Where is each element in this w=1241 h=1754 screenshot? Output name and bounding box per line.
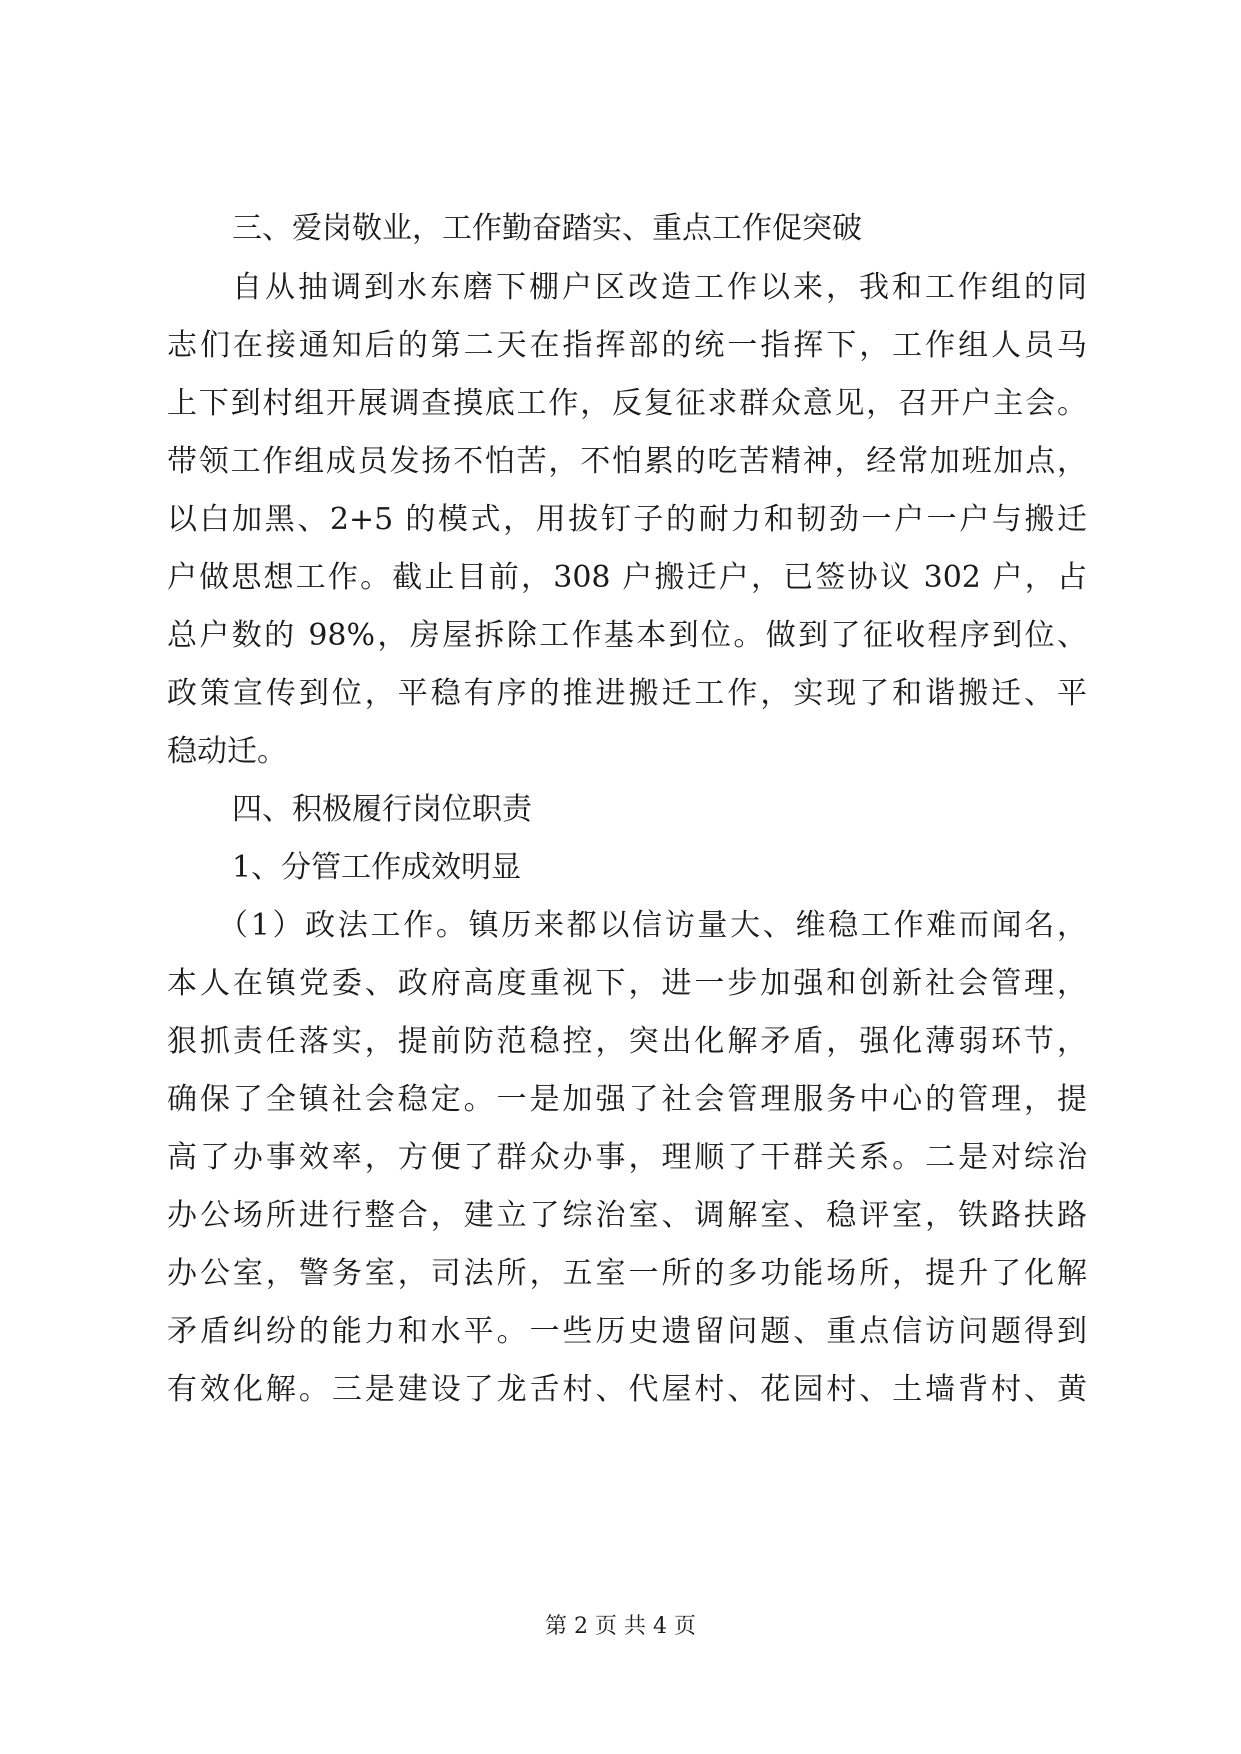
paragraph-line: 总户数的 98%，房屋拆除工作基本到位。做到了征收程序到位、 (167, 618, 1087, 653)
paragraph-line: 矛盾纠纷的能力和水平。一些历史遗留问题、重点信访问题得到 (167, 1314, 1087, 1349)
paragraph-line: 自从抽调到水东磨下棚户区改造工作以来，我和工作组的同 (232, 270, 1087, 305)
paragraph-line: 狠抓责任落实，提前防范稳控，突出化解矛盾，强化薄弱环节， (167, 1024, 1087, 1059)
paragraph-line: 稳动迁。 (167, 734, 287, 769)
page-number-footer: 第 2 页 共 4 页 (545, 1614, 696, 1639)
paragraph-line: 带领工作组成员发扬不怕苦，不怕累的吃苦精神，经常加班加点， (167, 444, 1087, 479)
subsection-heading: 1、分管工作成效明显 (232, 850, 522, 885)
paragraph-line: 志们在接通知后的第二天在指挥部的统一指挥下，工作组人员马 (167, 328, 1087, 363)
paragraph-line: 本人在镇党委、政府高度重视下，进一步加强和创新社会管理， (167, 966, 1087, 1001)
paragraph-line: 确保了全镇社会稳定。一是加强了社会管理服务中心的管理，提 (167, 1082, 1087, 1117)
paragraph-line: 高了办事效率，方便了群众办事，理顺了干群关系。二是对综治 (167, 1140, 1087, 1175)
paragraph-line: 户做思想工作。截止目前，308 户搬迁户，已签协议 302 户，占 (167, 560, 1087, 595)
section-3-heading: 三、爱岗敬业，工作勤奋踏实、重点工作促突破 (232, 211, 862, 246)
section-4-heading: 四、积极履行岗位职责 (232, 792, 532, 827)
paragraph-line: 办公室，警务室，司法所，五室一所的多功能场所，提升了化解 (167, 1256, 1087, 1291)
paragraph-line: （1）政法工作。镇历来都以信访量大、维稳工作难而闻名， (218, 908, 1087, 943)
paragraph-line: 以白加黑、2+5 的模式，用拔钉子的耐力和韧劲一户一户与搬迁 (167, 502, 1087, 537)
paragraph-line: 有效化解。三是建设了龙舌村、代屋村、花园村、土墙背村、黄 (167, 1372, 1087, 1407)
paragraph-line: 办公场所进行整合，建立了综治室、调解室、稳评室，铁路扶路 (167, 1198, 1087, 1233)
paragraph-line: 政策宣传到位，平稳有序的推进搬迁工作，实现了和谐搬迁、平 (167, 676, 1087, 711)
paragraph-line: 上下到村组开展调查摸底工作，反复征求群众意见，召开户主会。 (167, 386, 1087, 421)
